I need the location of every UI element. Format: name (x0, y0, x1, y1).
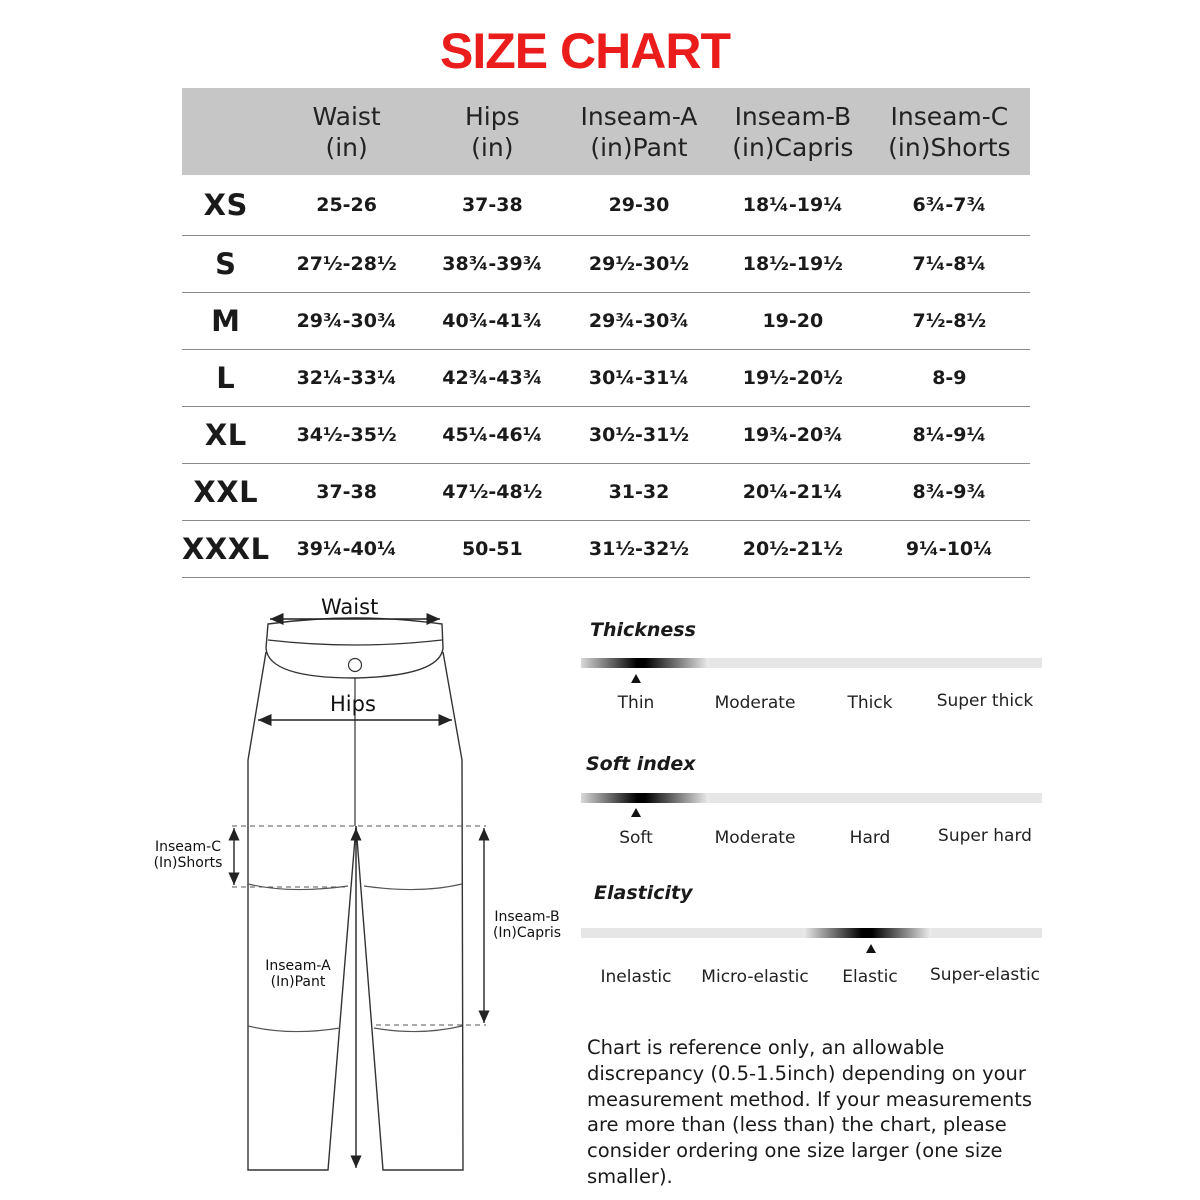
inseam-c-cell: 9¼-10¼ (869, 521, 1030, 578)
capris-seam-right (374, 1026, 462, 1032)
inseam-a-cell: 29-30 (561, 175, 717, 236)
header-hips (424, 88, 561, 175)
inseam-b-cell: 20½-21½ (717, 521, 869, 578)
inseam-a-cell: 30½-31½ (561, 407, 717, 464)
table-row (182, 407, 1030, 464)
table-row (182, 175, 1030, 236)
inseam-a-cell: 29½-30½ (561, 236, 717, 293)
soft-index-marker-icon (631, 808, 641, 817)
header-size (182, 88, 270, 175)
table-row (182, 350, 1030, 407)
size-table (182, 88, 1030, 578)
header-unit: (in)Capris (732, 132, 854, 162)
thickness-option: Moderate (714, 693, 796, 713)
header-inseam-a (561, 88, 717, 175)
elasticity-track (581, 928, 1042, 938)
inseam-a-cell: 31½-32½ (561, 521, 717, 578)
size-label: L (182, 350, 270, 407)
header-waist (270, 88, 424, 175)
header-unit: (in)Pant (590, 132, 688, 162)
header-label: Inseam-A (580, 101, 698, 131)
elasticity-marker-icon (866, 944, 876, 953)
size-label: S (182, 236, 270, 293)
header-label: Inseam-C (890, 101, 1009, 131)
inseam-a-cell: 31-32 (561, 464, 717, 521)
elasticity-option: Inelastic (600, 967, 672, 987)
table-row (182, 236, 1030, 293)
waist-cell: 27½-28½ (270, 236, 424, 293)
thickness-option: Thick (847, 693, 893, 713)
header-label: Waist (312, 101, 381, 131)
waist-cell: 39¼-40¼ (270, 521, 424, 578)
inseam-a-line2: (In)Pant (270, 974, 326, 990)
hips-cell: 37-38 (424, 175, 561, 236)
inseam-b-cell: 19-20 (717, 293, 869, 350)
waist-label: Waist (321, 595, 379, 619)
thickness-option: Thin (617, 693, 655, 713)
inseam-b-line2: (In)Capris (492, 925, 562, 941)
elasticity-title: Elasticity (594, 882, 693, 904)
waist-cell: 34½-35½ (270, 407, 424, 464)
inseam-c-cell: 7¼-8¼ (869, 236, 1030, 293)
inseam-c-label (146, 839, 230, 871)
waist-cell: 37-38 (270, 464, 424, 521)
size-label: XS (182, 175, 270, 236)
hips-cell: 50-51 (424, 521, 561, 578)
left-leg-outline (248, 652, 356, 1170)
header-inseam-c (869, 88, 1030, 175)
soft-index-title: Soft index (586, 753, 696, 775)
pants-diagram (130, 590, 550, 1190)
header-inseam-b (717, 88, 869, 175)
right-leg-outline (356, 652, 463, 1170)
header-unit: (in)Shorts (888, 132, 1011, 162)
hips-cell: 42¾-43¾ (424, 350, 561, 407)
shorts-seam-right (364, 884, 462, 890)
waist-cell: 25-26 (270, 175, 424, 236)
inseam-c-line2: (In)Shorts (153, 855, 223, 871)
inseam-a-cell: 29¾-30¾ (561, 293, 717, 350)
soft-index-indicator (581, 793, 709, 803)
size-label: M (182, 293, 270, 350)
thickness-indicator (581, 658, 709, 668)
page-title: SIZE CHART (440, 23, 730, 79)
soft-index-option: Super hard (938, 826, 1032, 846)
header-label: Hips (465, 101, 520, 131)
soft-index-option: Moderate (714, 828, 796, 848)
hips-label: Hips (330, 692, 376, 716)
thickness-marker-icon (631, 674, 641, 683)
table-row (182, 464, 1030, 521)
disclaimer-text: Chart is reference only, an allowable discrepancy (0.5-1.5inch) depending on your measurement method. If your measurements are more than (less than) the chart, please consider ordering one size larger (one size smaller). (587, 1036, 1033, 1188)
table-row (182, 521, 1030, 578)
inseam-c-cell: 8-9 (869, 350, 1030, 407)
inseam-c-cell: 8¾-9¾ (869, 464, 1030, 521)
size-label: XXL (182, 464, 270, 521)
table-header-row (182, 88, 1030, 175)
size-label: XXXL (182, 521, 270, 578)
elasticity-option: Elastic (842, 967, 898, 987)
thickness-title: Thickness (590, 619, 696, 641)
hips-cell: 45¼-46¼ (424, 407, 561, 464)
inseam-c-line1: Inseam-C (155, 839, 221, 855)
waist-cell: 29¾-30¾ (270, 293, 424, 350)
header-unit: (in) (325, 132, 368, 162)
inseam-b-cell: 18½-19½ (717, 236, 869, 293)
thickness-option: Super thick (936, 691, 1034, 711)
header-unit: (in) (471, 132, 514, 162)
soft-index-track (581, 793, 1042, 803)
inseam-a-cell: 30¼-31¼ (561, 350, 717, 407)
size-label: XL (182, 407, 270, 464)
elasticity-indicator (803, 928, 931, 938)
inseam-c-cell: 7½-8½ (869, 293, 1030, 350)
elasticity-option: Micro-elastic (701, 967, 809, 987)
elasticity-option: Super-elastic (929, 965, 1041, 985)
inseam-b-label (488, 909, 566, 941)
inseam-b-cell: 19¾-20¾ (717, 407, 869, 464)
inseam-a-label (256, 958, 340, 990)
hips-cell: 38¾-39¾ (424, 236, 561, 293)
waist-cell: 32¼-33¼ (270, 350, 424, 407)
button-icon (349, 659, 362, 672)
inseam-a-line1: Inseam-A (265, 958, 331, 974)
table-row (182, 293, 1030, 350)
soft-index-option: Soft (619, 828, 653, 848)
soft-index-option: Hard (849, 828, 891, 848)
hips-cell: 47½-48½ (424, 464, 561, 521)
inseam-b-cell: 20¼-21¼ (717, 464, 869, 521)
hips-cell: 40¾-41¾ (424, 293, 561, 350)
inseam-c-cell: 6¾-7¾ (869, 175, 1030, 236)
inseam-b-cell: 18¼-19¼ (717, 175, 869, 236)
capris-seam-left (248, 1026, 340, 1032)
inseam-c-cell: 8¼-9¼ (869, 407, 1030, 464)
inseam-b-line1: Inseam-B (494, 909, 560, 925)
thickness-track (581, 658, 1042, 668)
inseam-b-cell: 19½-20½ (717, 350, 869, 407)
header-label: Inseam-B (734, 101, 852, 131)
